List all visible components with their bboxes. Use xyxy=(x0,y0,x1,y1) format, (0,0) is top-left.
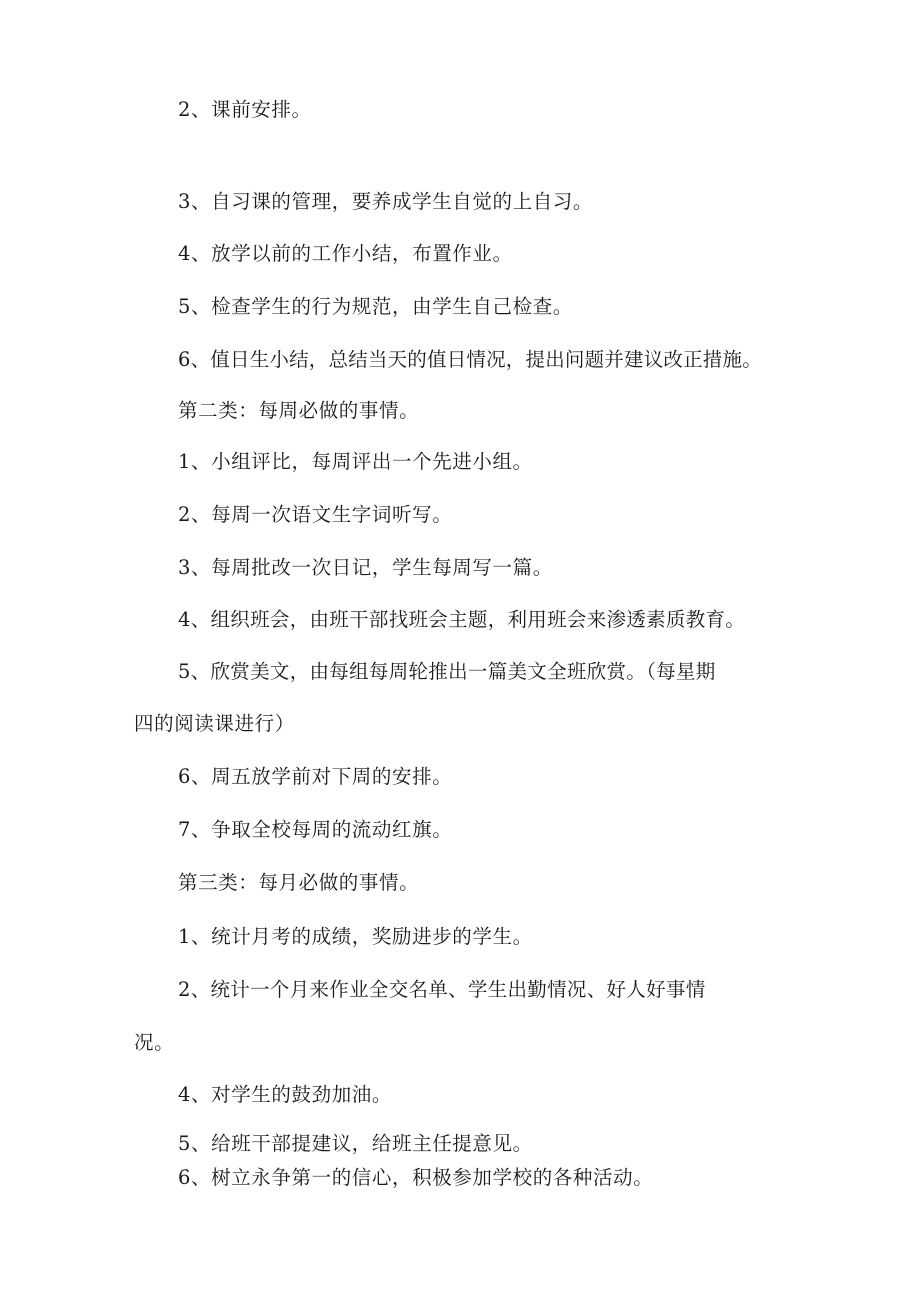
text-line: 6、树立永争第一的信心，积极参加学校的各种活动。 xyxy=(178,1166,654,1189)
text-line: 7、争取全校每周的流动红旗。 xyxy=(178,818,453,841)
text-line: 6、周五放学前对下周的安排。 xyxy=(178,765,453,788)
text-line: 2、统计一个月来作业全交名单、学生出勤情况、好人好事情 xyxy=(178,978,706,1001)
text-line: 4、放学以前的工作小结，布置作业。 xyxy=(178,242,513,265)
text-line: 2、每周一次语文生字词听写。 xyxy=(178,503,453,526)
text-line: 4、组织班会，由班干部找班会主题，利用班会来渗透素质教育。 xyxy=(178,608,746,631)
text-line: 3、自习课的管理，要养成学生自觉的上自习。 xyxy=(178,190,594,213)
text-line: 5、欣赏美文，由每组每周轮推出一篇美文全班欣赏。（每星期 xyxy=(178,660,716,683)
text-line: 四的阅读课进行） xyxy=(134,712,295,735)
text-line: 5、检查学生的行为规范，由学生自己检查。 xyxy=(178,295,573,318)
text-line: 况。 xyxy=(134,1031,175,1054)
section-heading: 第二类：每周必做的事情。 xyxy=(178,399,420,422)
text-line: 6、值日生小结，总结当天的值日情况，提出问题并建议改正措施。 xyxy=(178,348,762,371)
text-line: 2、课前安排。 xyxy=(178,98,312,121)
text-line: 1、小组评比，每周评出一个先进小组。 xyxy=(178,450,533,473)
text-line: 5、给班干部提建议，给班主任提意见。 xyxy=(178,1132,533,1155)
section-heading: 第三类：每月必做的事情。 xyxy=(178,871,420,894)
text-line: 3、每周批改一次日记，学生每周写一篇。 xyxy=(178,556,553,579)
text-line: 4、对学生的鼓劲加油。 xyxy=(178,1083,393,1106)
text-line: 1、统计月考的成绩，奖励进步的学生。 xyxy=(178,925,533,948)
